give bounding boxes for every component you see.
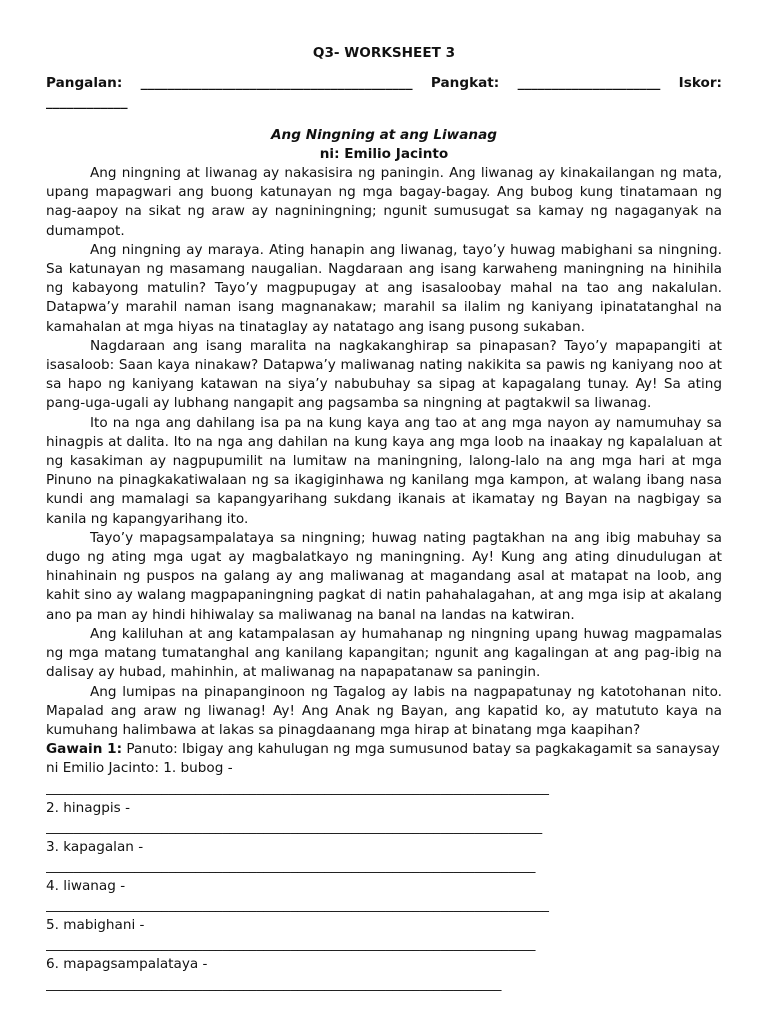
activity-instruction-text: Panuto: Ibigay ang kahulugan ng mga sumusunod batay sa pagkakagamit sa sanaysay ni Emilio Jacinto: 1. bubog -	[46, 741, 720, 777]
score-blank-line: ____________	[46, 94, 128, 111]
story-title: Ang Ningning at ang Liwanag	[271, 126, 497, 143]
worksheet-page	[46, 44, 722, 995]
item-term-label: 4. liwanag -	[46, 877, 126, 894]
story-paragraph: Tayo’y mapagsampalataya sa ningning; huwag nating pagtakhan na ang ibig mabuhay sa dugo ng ating mga ugat ay magbalatkayo ng maningning. Ay! Kung ang ating dinudulugan at hinahinain ng puspos na galang ay ang maliwanag at magandang asal at matapat na loob, ang kahit sino ay walang magpapaningning pagkat di natin pahahalagahan, at ang mga isip at akalang ano pa man ay hindi hihiwalay sa maliwanag na banal na landas na katwiran.	[46, 529, 722, 623]
activity-item-6	[46, 955, 722, 994]
story-paragraph: Ang ningning ay maraya. Ating hanapin ang liwanag, tayo’y huwag mabighani sa ningning. Sa katunayan ng masamang naugalian. Nagdaraan ang isang karwaheng maningning na hinihila ng kabayong matulin? Tayo’y magpupugay at ang isasaloobay mahal na tao ang nakalulan. Datapwa’y marahil naman isang magnanakaw; marahil sa ilalim ng kaniyang ipinatatanghal na kamahalan at mga hiyas na tinataglay ay natatago ang isang pusong sukaban.	[46, 241, 722, 335]
activity-item-3	[46, 838, 722, 877]
activity-instruction	[46, 740, 722, 778]
story-paragraph: Ito na nga ang dahilang isa pa na kung kaya ang tao at ang mga nayon ay namumuhay sa hinagpis at dalita. Ito na nga ang dahilan na kung kaya ang mga loob na inaakay ng kapalaluan at ng kasakiman ay nagpupumilit na lumitaw na maningning, lalong-lalo na ang mga hari at mga Pinuno na pinagkakatiwalaan ng sa ikagiginhawa ng kanilang mga kampon, at walang ibang nasa kundi ang mamalagi sa kapangyarihang sukdang ikanais at ikamatay ng Bayan na nagbigay sa kanila ng kapangyarihang ito.	[46, 414, 722, 527]
item-term-label: 2. hinagpis -	[46, 799, 130, 816]
answer-blank-line: __________________________________________________________________________	[46, 897, 549, 914]
story-author: ni: Emilio Jacinto	[319, 145, 449, 162]
answer-blank-line: ________________________________________________________________________	[46, 857, 536, 874]
answer-blank-line: __________________________________________________________________________	[46, 779, 549, 796]
story-paragraph: Ang kaliluhan at ang katampalasan ay humahanap ng ningning upang huwag magpamalas ng mga matang tumatanghal ang kanilang kapangitan; ngunit ang kagalingan at ang pag-ibig na dalisay ay hubad, mahinhin, at maliwanag na napapatanaw sa paningin.	[46, 625, 722, 681]
activity-label: Gawain 1:	[46, 741, 123, 758]
activity-item-5	[46, 916, 722, 955]
item-term-label: 6. mapagsampalataya -	[46, 956, 208, 973]
activity-item-1	[46, 779, 722, 799]
answer-blank-line: ________________________________________________________________________	[46, 936, 536, 953]
story-paragraph: Ang lumipas na pinapanginoon ng Tagalog ay labis na nagpapatunay ng katotohanan nito. Mapalad ang araw ng liwanag! Ay! Ang Anak ng Bayan, ang kapatid ko, ay matututo kaya na kumuhang halimbawa at lakas sa pinagdaanang mga hirap at binatang mga kaapihan?	[46, 683, 722, 738]
item-term-label: 5. mabighani -	[46, 917, 145, 934]
answer-blank-line: ___________________________________________________________________	[46, 975, 502, 992]
activity-item-2	[46, 799, 722, 838]
answer-blank-line: _________________________________________________________________________	[46, 818, 543, 835]
item-term-label: 3. kapagalan -	[46, 838, 144, 855]
story-paragraph: Nagdaraan ang isang maralita na nagkakanghirap sa pinapasan? Tayo’y mapapangiti at isasaloob: Saan kaya ninakaw? Datapwa’y maliwanag nating nakikita sa pawis ng kaniyang noo at sa hapo ng kaniyang katawan na siya’y nabubuhay sa sipag at kapagalang tunay. Ay! Sa ating pang-uga-ugali ay lubhang nangapit ang pagsamba sa ningning at pagtakwil sa liwanag.	[46, 337, 722, 412]
student-info-line: Pangalan: ________________________________________ Pangkat: _____________________ Iskor:	[46, 75, 722, 92]
worksheet-title: Q3- WORKSHEET 3	[312, 45, 456, 61]
activity-item-4	[46, 877, 722, 916]
story-paragraph: Ang ningning at liwanag ay nakasisira ng paningin. Ang liwanag ay kinakailangan ng mata, upang mapagwari ang buong katunayan ng mga bagay-bagay. Ang bubog kung tinatamaan ng nag-aapoy na sikat ng araw ay nagniningning; ngunit sumusugat sa kamay ng nagaganyak na dumampot.	[46, 165, 722, 239]
